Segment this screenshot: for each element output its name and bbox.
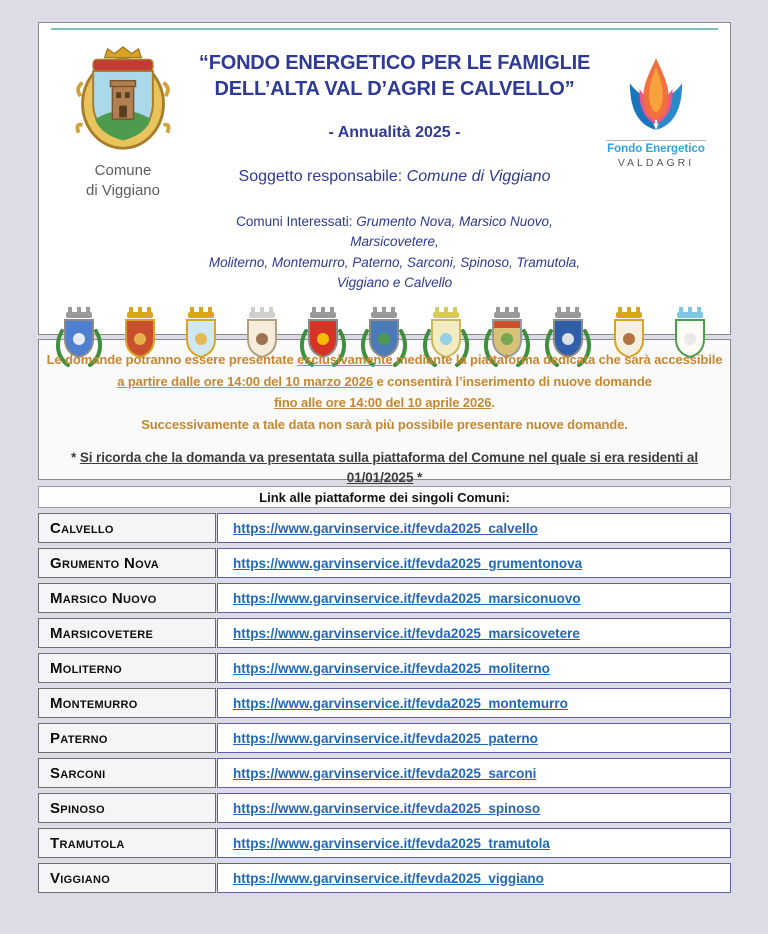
comune-platform-link[interactable]: https://www.garvinservice.it/fevda2025_marsiconuovo [233, 590, 581, 606]
comune-name-cell: Tramutola [38, 828, 216, 858]
valdagri-logo-icon [625, 52, 687, 132]
notice-line-1: Le domande potranno essere presentate esclusivamente mediante la piattaforma dedicata che sarà accessibile [46, 352, 723, 367]
table-row [38, 758, 731, 788]
comune-platform-link[interactable]: https://www.garvinservice.it/fevda2025_paterno [233, 730, 538, 746]
comuni-line: Comuni Interessati: Grumento Nova, Marsico Nuovo, Marsicovetere, Moliterno, Montemurro, Paterno, Sarconi, Spinoso, Tramutola, Viggiano e Calvello [208, 214, 581, 290]
links-table-header: Link alle piattaforme dei singoli Comuni: [38, 486, 731, 508]
table-row [38, 653, 731, 683]
comune-name-cell: Marsico Nuovo [38, 583, 216, 613]
comune-platform-link[interactable]: https://www.garvinservice.it/fevda2025_grumentonova [233, 555, 583, 571]
comune-name-cell: Calvello [38, 513, 216, 543]
links-table [38, 513, 731, 893]
comune-platform-link[interactable]: https://www.garvinservice.it/fevda2025_montemurro [233, 695, 568, 711]
comune-platform-link[interactable]: https://www.garvinservice.it/fevda2025_marsicovetere [233, 625, 580, 641]
comune-name-cell: Moliterno [38, 653, 216, 683]
comune-platform-link[interactable]: https://www.garvinservice.it/fevda2025_spinoso [233, 800, 541, 816]
table-row [38, 688, 731, 718]
notice-line-4: Successivamente a tale data non sarà più possibile presentare nuove domande. [141, 416, 628, 432]
comune-platform-link[interactable]: https://www.garvinservice.it/fevda2025_calvello [233, 520, 538, 536]
annuality-label: - Annualità 2025 - [328, 124, 461, 141]
responsible-line: Soggetto responsabile: Comune di Viggiano [238, 168, 551, 185]
logo-subtitle: VALDAGRI [617, 157, 695, 169]
comune-name-cell: Montemurro [38, 688, 216, 718]
viggiano-crest-icon [70, 44, 176, 154]
table-row [38, 863, 731, 893]
header-box [38, 22, 731, 335]
comune-name-cell: Paterno [38, 723, 216, 753]
comune-name-cell: Marsicovetere [38, 618, 216, 648]
table-row [38, 793, 731, 823]
notice-line-2: a partire dalle ore 14:00 del 10 marzo 2026 e consentirà l’inserimento di nuove domande [117, 373, 652, 389]
page-title: “FONDO ENERGETICO PER LE FAMIGLIE DELL’ALTA VAL D’AGRI E CALVELLO” [198, 52, 591, 100]
table-row [38, 723, 731, 753]
logo-title: Fondo Energetico [607, 143, 705, 155]
table-row [38, 513, 731, 543]
notice-line-3: fino alle ore 14:00 del 10 aprile 2026. [274, 395, 495, 411]
comune-name-cell: Spinoso [38, 793, 216, 823]
residency-note: * Si ricorda che la domanda va presentata sulla piattaforma del Comune nel quale si era residenti al 01/01/2025 * [71, 450, 698, 486]
comune-platform-link[interactable]: https://www.garvinservice.it/fevda2025_moliterno [233, 660, 550, 676]
table-row [38, 618, 731, 648]
comune-platform-link[interactable]: https://www.garvinservice.it/fevda2025_tramutola [233, 835, 550, 851]
table-row [38, 828, 731, 858]
comune-name-cell: Viggiano [38, 863, 216, 893]
comune-platform-link[interactable]: https://www.garvinservice.it/fevda2025_viggiano [233, 870, 544, 886]
comune-platform-link[interactable]: https://www.garvinservice.it/fevda2025_sarconi [233, 765, 537, 781]
notice-box [38, 339, 731, 486]
table-row [38, 548, 731, 578]
table-row [38, 583, 731, 613]
comune-name-cell: Sarconi [38, 758, 216, 788]
logo-divider [606, 140, 706, 141]
comune-name-cell: Grumento Nova [38, 548, 216, 578]
municipality-caption: Comune di Viggiano [86, 162, 160, 199]
